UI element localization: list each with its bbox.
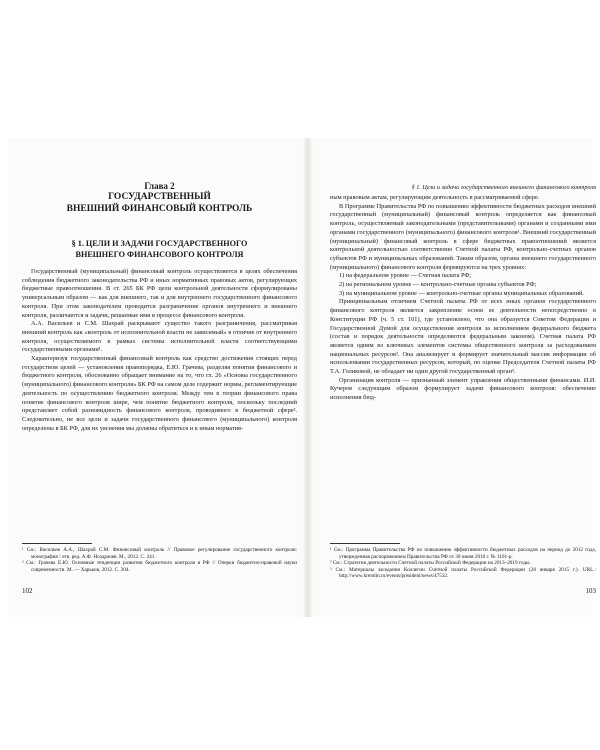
section-title-line: § 1. ЦЕЛИ И ЗАДАЧИ ГОСУДАРСТВЕННОГО [71, 239, 248, 248]
paragraph: В Программе Правительства РФ по повышению эффективности бюджетных расходов внешний государственный (муниципальный) финансовый контроль определяется как финансовый контроль, осуществляемый законодательными (представительными) органами и созданными ими органами государственного (муниципального) финансового контроля¹. Внешний государственный (муниципальный) финансовый контроль в сфере бюджетных правоотношений является контрольной деятельностью соответственно Счетной палаты РФ, контрольно-счетных органов субъектов РФ и муниципальных образований. Таким образом, органы внешнего государственного (муниципального) финансового контроля формируются на трех уровнях: [330, 202, 596, 271]
chapter-title [22, 192, 297, 215]
section-title-line: ВНЕШНЕГО ФИНАНСОВОГО КОНТРОЛЯ [75, 249, 244, 259]
paragraph: ным правовым актам, регулирующим деятельность в рассматриваемой сфере. [330, 194, 540, 201]
page-number-left: 102 [22, 587, 33, 595]
footnote-rule [22, 543, 92, 544]
right-footnotes [330, 543, 596, 580]
list-item: 1) на федеральном уровне — Счетная палата РФ; [339, 272, 472, 280]
left-footnotes [22, 543, 297, 573]
footnote-rule [330, 543, 400, 544]
book-gutter [303, 138, 313, 617]
left-body-text [22, 268, 297, 433]
section-title [22, 239, 297, 260]
footnote: ² См.: Стратегия деятельности Счетной палаты Российской Федерации на 2013–2019 годы. [330, 560, 531, 567]
list-item: 3) на муниципальном уровне — контрольно-счетные органы муниципальных образований. [339, 289, 584, 297]
footnote: ³ См.: Материалы заседания Коллегии Счетной палаты Российской Федерации (28 января 2015 г.). URL.: http://www.kremlin.ru/events/president/news/47532. [330, 566, 596, 580]
chapter-label: Глава 2 [144, 181, 175, 191]
footnote: ¹ См.: Васильев А.А., Шахрай С.М. Финансовый контроль // Правовое регулирование государственного контроля: монография / отв. ред. А.Ф. Ноздрачев. М., 2012. С. 241. [22, 547, 297, 560]
right-page [330, 138, 596, 617]
left-page [22, 138, 297, 617]
chapter-title-line: ГОСУДАРСТВЕННЫЙ [108, 192, 211, 202]
paragraph: Государственный (муниципальный) финансовый контроль осуществляется в целях обеспечения соблюдения бюджетного законодательства РФ и иных нормативных правовых актов, регулирующих бюджетные правоотношения. В ст. 265 БК РФ цели контрольной деятельности сформулированы универсальным образом — как для внешнего, так и для внутреннего государственного финансового контроля. При этом законодателем проводится разграничение органов внутреннего и внешнего контроля, различаются и задачи, решаемые ими в процессе финансового контроля. [22, 268, 297, 319]
list-item: 2) на региональном уровне — контрольно-счетные органы субъектов РФ; [339, 281, 537, 289]
page-number-right: 103 [585, 587, 596, 595]
footnote: ² См.: Грачева Е.Ю. Основные тенденции развития бюджетного контроля в РФ // Очерки бюджетно-правовой науки современности. М. — Харьков, 2012. С. 204. [22, 560, 297, 573]
paragraph: Характеризуя государственный финансовый контроль как средство достижения стоящих перед государством целей — установления правопорядка, Е.Ю. Грачева, разделяя понятия финансового и бюджетного контроля, обоснованно обращает внимание на то, что гл. 26 «Основы государственного (муниципального) финансового контроля» БК РФ на самом деле содержит нормы, регламентирующие деятельность по осуществлению бюджетного контроля. Между тем в теории финансового права понятие финансового контроля шире, чем понятие бюджетного контроля, поскольку последний представляет собой разновидность финансового контроля, проводимого в бюджетной сфере². Следовательно, не все цели и задачи государственного финансового (муниципального) контроля определены в БК РФ, для их уяснения мы должны обратиться и к иным норматив- [22, 355, 297, 432]
right-body-text [330, 194, 596, 403]
book-spread [8, 138, 596, 617]
paragraph: Принципиальным отличием Счетной палаты РФ от всех иных органов государственного финансового контроля является закрепление основ ее деятельности непосредственно в Конституции РФ (ч. 5 ст. 101), где установлено, что она образуется Советом Федерации и Государственной Думой для осуществления контроля за исполнением федерального бюджета (состав и порядок деятельности определяются федеральным законом). Счетная палата РФ является одним из ключевых элементов системы общественного контроля за расходованием национальных ресурсов². Она анализирует и формирует значительный массив информации об использовании государственных ресурсов, который, по оценке Председателя Счетной палаты РФ Т.А. Голиковой, не обладает ни один другой государственный орган³. [330, 298, 596, 376]
paragraph: А.А. Васильев и С.М. Шахрай раскрывают существо такого разграничения, рассматривая внешний контроль как «контроль от исполнительной власти не зависимый» в отличие от внутреннего контроля, осуществляемого в рамках системы исполнительной власти соответствующими государственными органами¹. [22, 320, 297, 354]
paragraph: Организация контроля — признанный элемент управления общественными финансами. И.И. Кучеров следующим образом формулирует задачи финансового контроля: обеспечение исполнения бюд- [330, 376, 596, 402]
chapter-title-line: ВНЕШНИЙ ФИНАНСОВЫЙ КОНТРОЛЬ [66, 203, 253, 214]
footnote: ¹ См.: Программа Правительства РФ по повышению эффективности бюджетных расходов на период до 2012 года, утвержденная распоряжением Правительства РФ от 30 июня 2010 г. № 1101-р. [330, 547, 596, 560]
running-head: § 1. Цели и задачи государственного внешнего финансового контроля [411, 184, 596, 191]
